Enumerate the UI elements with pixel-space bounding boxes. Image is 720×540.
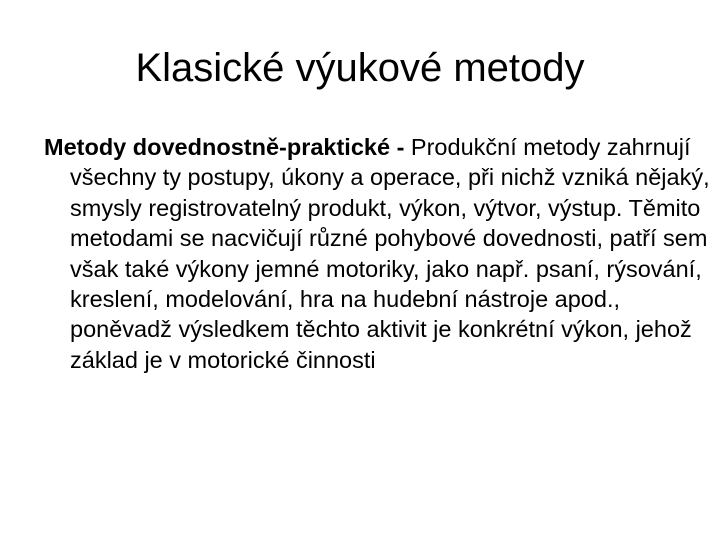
body-paragraph bbox=[44, 132, 710, 375]
paragraph-text: Produkční metody zahrnují všechny ty postupy, úkony a operace, při nichž vzniká nějaký, smysly registrovatelný produkt, výkon, výtvor, výstup. Těmito metodami se nacvičují různé pohybové dovednosti, patří sem však také výkony jemné motoriky, jako např. psaní, rýsování, kreslení, modelování, hra na hudební nástroje apod., poněvadž výsledkem těchto aktivit je konkrétní výkon, jehož základ je v motorické činnosti bbox=[70, 134, 710, 373]
term-heading: Metody dovednostně-praktické - bbox=[44, 134, 405, 160]
slide-title: Klasické výukové metody bbox=[135, 46, 585, 90]
